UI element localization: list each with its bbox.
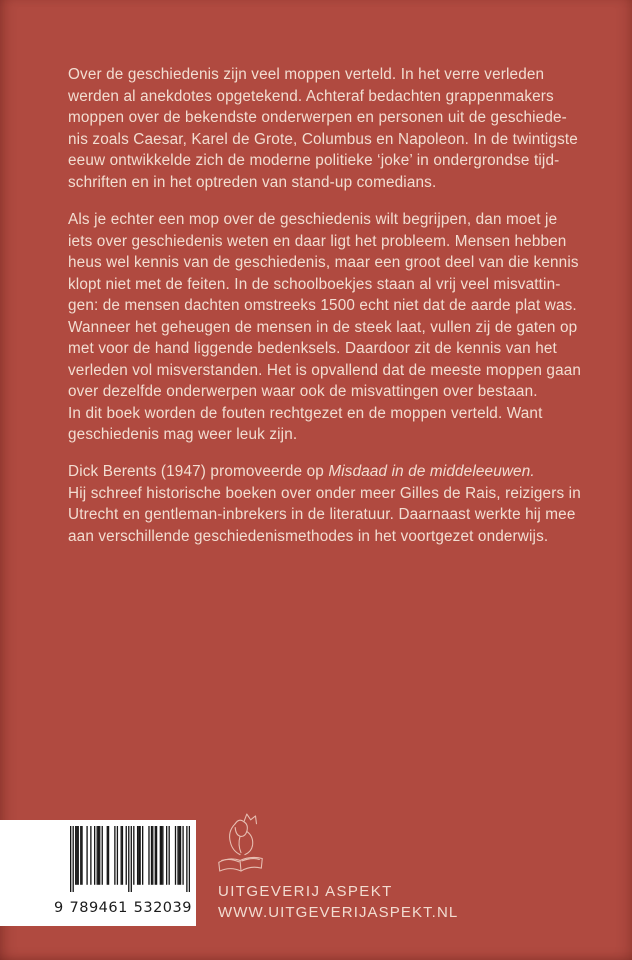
blurb-paragraph-author-bio: Dick Berents (1947) promoveerde op Misdaad in de middeleeuwen. Hij schreef historische boeken over onder meer Gilles de Rais, reizigers in Utrecht en gentleman-inbrekers in de literatuur. Daarnaast werkte hij mee aan verschillende geschiedenismethodes in het voortgezet onderwijs. xyxy=(68,463,581,545)
isbn-group-1: 789461 xyxy=(69,900,128,916)
jester-reading-book-icon xyxy=(212,810,270,878)
blurb-paragraph-misconceptions: Als je echter een mop over de geschiedenis wilt begrijpen, dan moet je iets over geschiedenis weten en daar ligt het probleem. Mensen hebben heus wel kennis van de geschiedenis, maar een groot deel van die kennis klopt niet met de feiten. In de schoolboekjes staan al vrij veel misvattin- gen: de mensen dachten omstreeks 1500 echt niet dat de aarde plat was. Wanneer het geheugen de mensen in de steek laat, vullen zij de gaten op met voor de hand liggende bedenksels. Daardoor zit de kennis van het verleden vol misverstanden. Het is opvallend dat de meeste moppen gaan over dezelfde onderwerpen waar ook de misvattingen over bestaan. In dit boek worden de fouten rechtgezet en de moppen verteld. Want geschiedenis mag weer leuk zijn. xyxy=(68,211,582,443)
isbn-group-2: 532039 xyxy=(133,900,192,916)
isbn-number xyxy=(54,900,192,916)
barcode-bars xyxy=(70,826,190,892)
isbn-lead-digit: 9 xyxy=(54,900,64,916)
publisher-name: UITGEVERIJ ASPEKT xyxy=(218,883,393,900)
blurb-paragraph-history-jokes: Over de geschiedenis zijn veel moppen verteld. In het verre verleden werden al anekdotes opgetekend. Achteraf bedachten grappenmakers moppen over de bekendste onderwerpen en personen uit de geschiede- nis zoals Caesar, Karel de Grote, Columbus en Napoleon. In de twintigste eeuw ontwikkelde zich de moderne politieke ‘joke’ in ondergrondse tijd- schriften en in het optreden van stand-up comedians. xyxy=(68,66,578,191)
barcode-panel xyxy=(0,820,196,926)
publisher-website: WWW.UITGEVERIJASPEKT.NL xyxy=(218,904,459,921)
